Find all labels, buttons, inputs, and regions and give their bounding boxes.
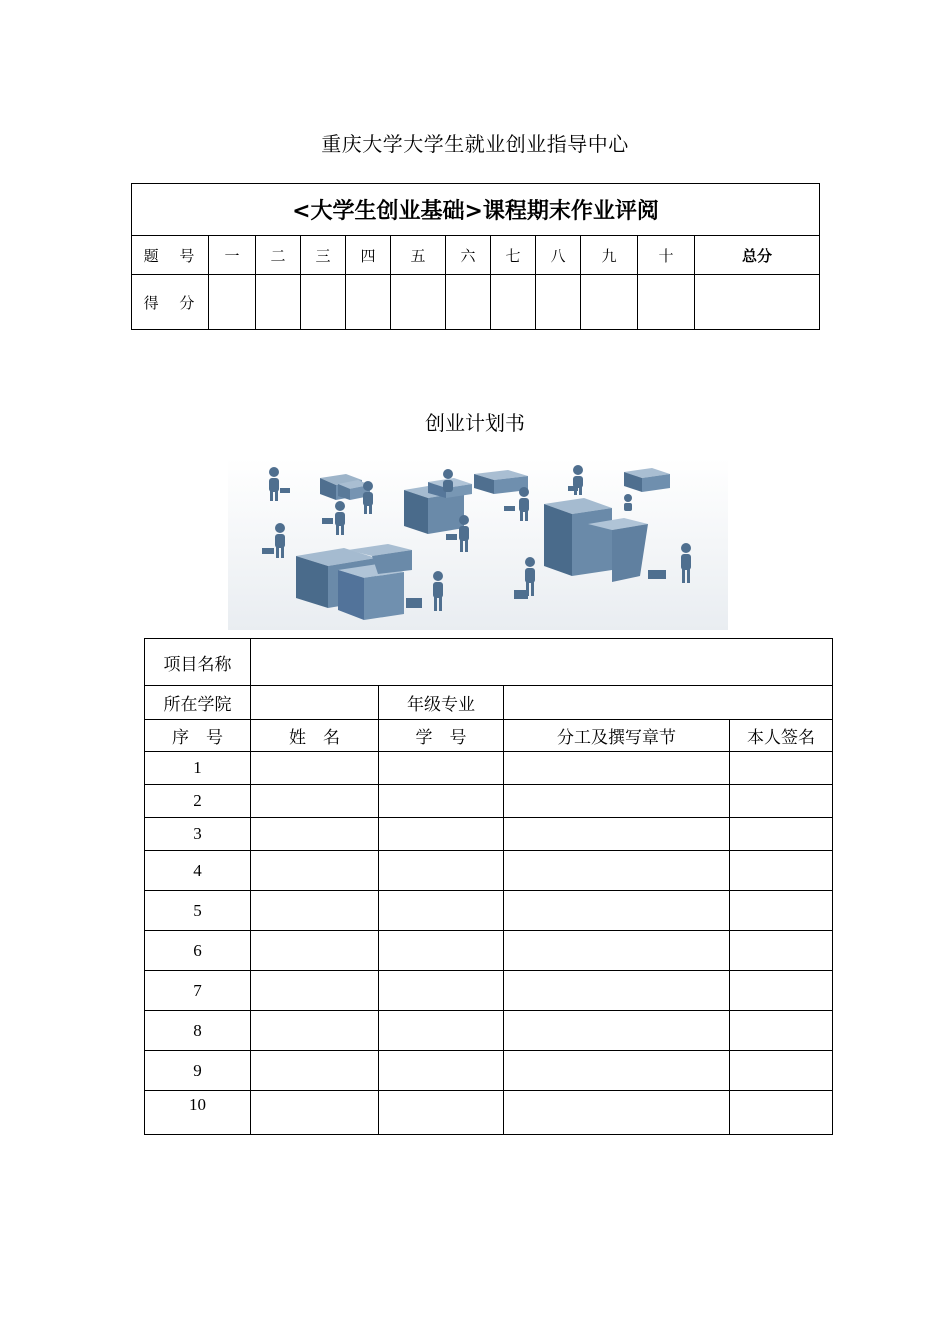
table-row [145,931,833,971]
document-header: 重庆大学大学生就业创业指导中心 [321,132,629,156]
student-id-cell[interactable] [379,1091,504,1135]
name-cell[interactable] [251,1051,379,1091]
signature-cell[interactable] [730,818,833,851]
signature-cell[interactable] [730,851,833,891]
score-cell[interactable] [536,275,581,330]
name-cell[interactable] [251,818,379,851]
row-number: 4 [145,851,251,891]
duty-cell[interactable] [504,1051,730,1091]
duty-cell[interactable] [504,752,730,785]
name-cell[interactable] [251,785,379,818]
question-8: 八 [536,236,581,275]
score-cell[interactable] [581,275,638,330]
project-name-field[interactable] [251,639,833,686]
row-number: 8 [145,1011,251,1051]
row-number: 6 [145,931,251,971]
table-row [145,851,833,891]
table-row [145,891,833,931]
row-number: 10 [145,1091,251,1135]
student-id-cell[interactable] [379,931,504,971]
student-id-cell[interactable] [379,818,504,851]
question-5: 五 [391,236,446,275]
question-number-label: 题 号 [132,236,209,275]
question-10: 十 [638,236,695,275]
student-id-cell[interactable] [379,1051,504,1091]
row-number: 2 [145,785,251,818]
score-cell[interactable] [446,275,491,330]
student-id-cell[interactable] [379,1011,504,1051]
duty-cell[interactable] [504,971,730,1011]
table-row [145,752,833,785]
question-1: 一 [209,236,256,275]
column-header-signature: 本人签名 [730,720,833,752]
signature-cell[interactable] [730,891,833,931]
column-header-duty: 分工及撰写章节 [504,720,730,752]
row-number: 1 [145,752,251,785]
name-cell[interactable] [251,851,379,891]
column-header-name: 姓 名 [251,720,379,752]
grade-major-label: 年级专业 [379,686,504,720]
score-cell[interactable] [346,275,391,330]
business-plan-table [144,638,833,1135]
student-id-cell[interactable] [379,851,504,891]
signature-cell[interactable] [730,931,833,971]
row-number: 7 [145,971,251,1011]
table-row [145,971,833,1011]
question-4: 四 [346,236,391,275]
signature-cell[interactable] [730,785,833,818]
signature-cell[interactable] [730,1011,833,1051]
student-id-cell[interactable] [379,752,504,785]
name-cell[interactable] [251,931,379,971]
row-number: 3 [145,818,251,851]
question-7: 七 [491,236,536,275]
name-cell[interactable] [251,1091,379,1135]
duty-cell[interactable] [504,931,730,971]
column-header-student-id: 学 号 [379,720,504,752]
score-label: 得 分 [132,275,209,330]
total-score-label: 总分 [695,236,820,275]
name-cell[interactable] [251,971,379,1011]
score-cell[interactable] [638,275,695,330]
question-2: 二 [256,236,301,275]
name-cell[interactable] [251,891,379,931]
duty-cell[interactable] [504,1091,730,1135]
duty-cell[interactable] [504,818,730,851]
score-cell[interactable] [209,275,256,330]
row-number: 5 [145,891,251,931]
row-number: 9 [145,1051,251,1091]
total-score-cell[interactable] [695,275,820,330]
student-id-cell[interactable] [379,785,504,818]
signature-cell[interactable] [730,971,833,1011]
question-6: 六 [446,236,491,275]
question-9: 九 [581,236,638,275]
name-cell[interactable] [251,1011,379,1051]
section-title: 创业计划书 [425,411,525,435]
table-row [145,818,833,851]
college-label: 所在学院 [145,686,251,720]
duty-cell[interactable] [504,785,730,818]
column-header-number: 序 号 [145,720,251,752]
grade-major-field[interactable] [504,686,833,720]
signature-cell[interactable] [730,752,833,785]
project-name-label: 项目名称 [145,639,251,686]
score-cell[interactable] [256,275,301,330]
score-cell[interactable] [391,275,446,330]
score-table-title: <大学生创业基础>课程期末作业评阅 [132,184,820,236]
score-table [131,183,820,330]
college-field[interactable] [251,686,379,720]
business-people-boxes-illustration [228,458,728,630]
student-id-cell[interactable] [379,971,504,1011]
signature-cell[interactable] [730,1051,833,1091]
duty-cell[interactable] [504,1011,730,1051]
name-cell[interactable] [251,752,379,785]
score-cell[interactable] [491,275,536,330]
duty-cell[interactable] [504,891,730,931]
duty-cell[interactable] [504,851,730,891]
question-3: 三 [301,236,346,275]
table-row [145,1011,833,1051]
table-row [145,1051,833,1091]
student-id-cell[interactable] [379,891,504,931]
table-row [145,1091,833,1135]
signature-cell[interactable] [730,1091,833,1135]
score-cell[interactable] [301,275,346,330]
table-row [145,785,833,818]
